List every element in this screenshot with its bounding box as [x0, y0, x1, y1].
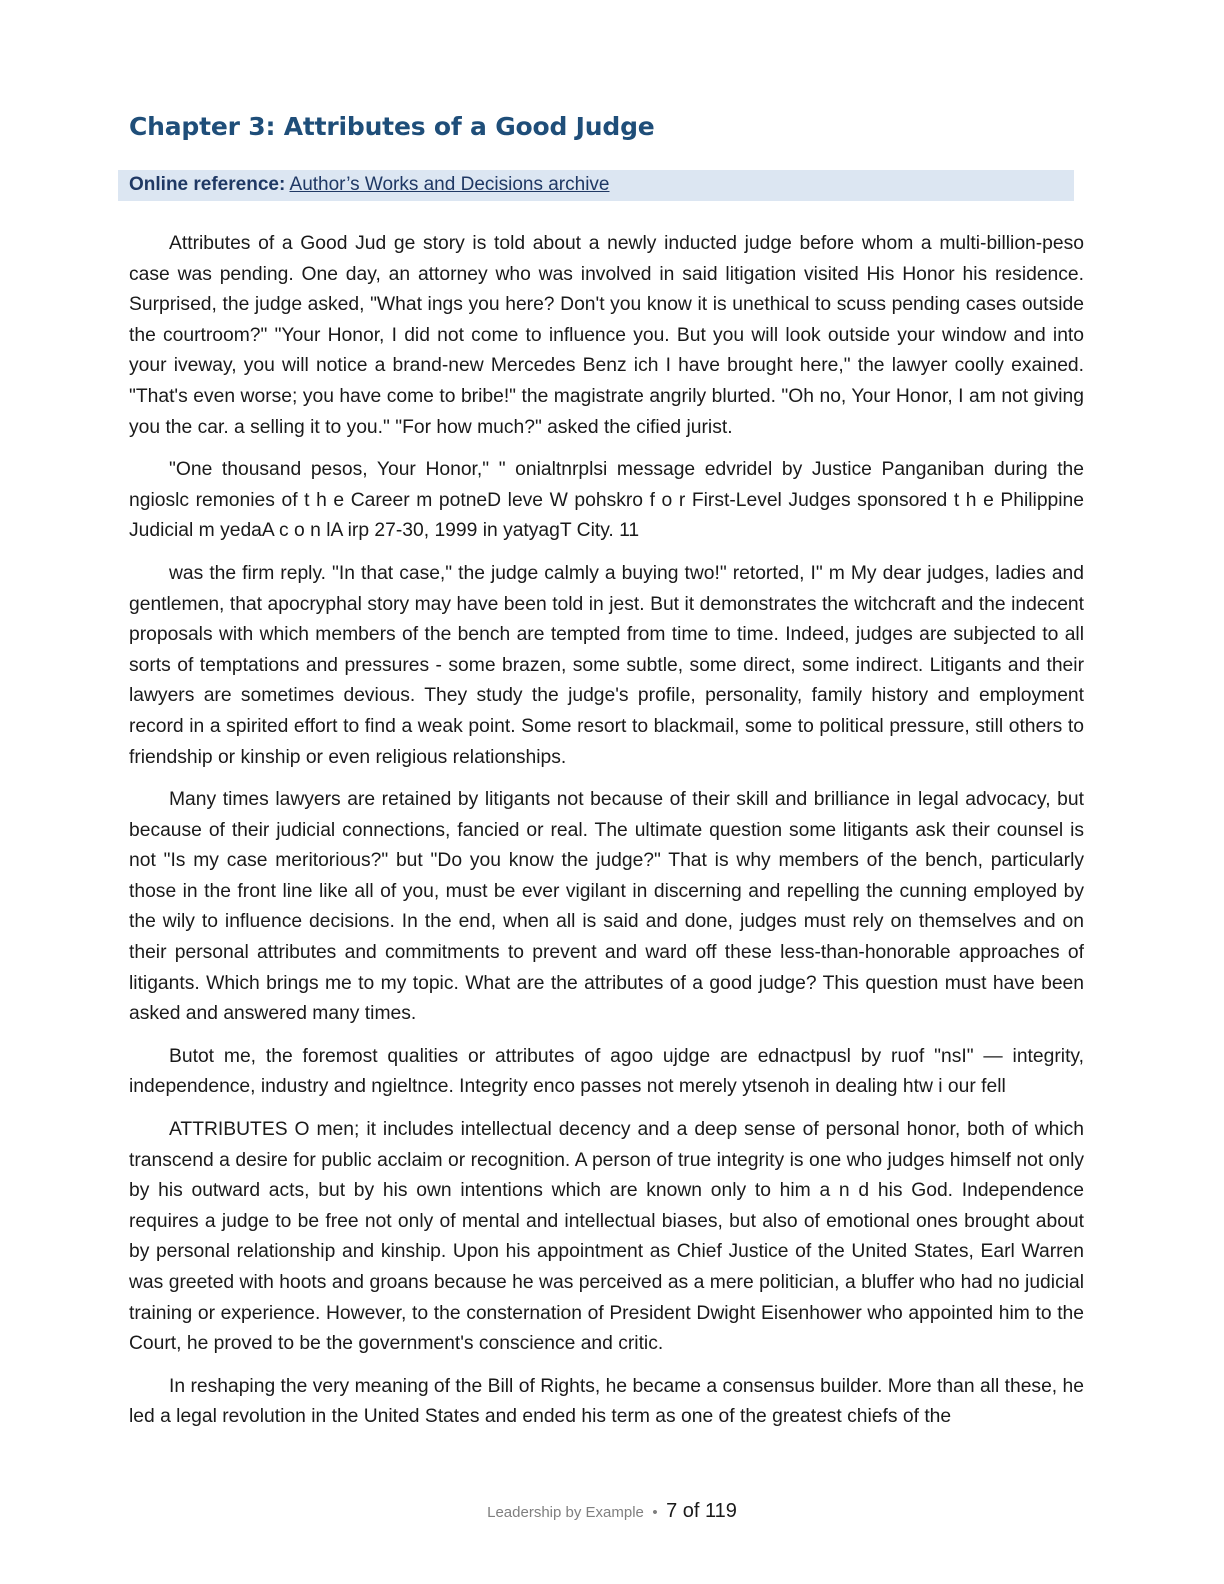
paragraph: ATTRIBUTES O men; it includes intellectual decency and a deep sense of personal honor, both of which transcend a desire for public acclaim or recognition. A person of true integrity is one who judges himself not only by his outward acts, but by his own intentions which are known only to him a n d his God. Independence requires a judge to be free not only of mental and intellectual biases, but also of emotional ones brought about by personal relationship and kinship. Upon his appointment as Chief Justice of the United States, Earl Warren was greeted with hoots and groans because he was perceived as a mere politician, a bluffer who had no judicial training or experience. However, to the consternation of President Dwight Eisenhower who appointed him to the Court, he proved to be the government's conscience and critic.	[129, 1119, 1084, 1355]
paragraph: Many times lawyers are retained by litigants not because of their skill and brilliance in legal advocacy, but because of their judicial connections, fancied or real. The ultimate question some litigants ask their counsel is not "Is my case meritorious?" but "Do you know the judge?" That is why members of the bench, particularly those in the front line like all of you, must be ever vigilant in discerning and repelling the cunning employed by the wily to influence decisions. In the end, when all is said and done, judges must rely on themselves and on their personal attributes and commitments to prevent and ward off these less-than-honorable approaches of litigants. Which brings me to my topic. What are the attributes of a good judge? This question must have been asked and answered many times.	[129, 789, 1084, 1025]
archive-link[interactable]: Author’s Works and Decisions archive	[289, 174, 610, 195]
paragraph: "One thousand pesos, Your Honor," " onialtnrplsi message edvridel by Justice Panganiban during the ngioslc remonies of t h e Career m potneD leve W pohskro f o r First-Level Judges sponsored t h e Philippine Judicial m yedaA c o n lA irp 27-30, 1999 in yatyagT City. 11	[129, 459, 1084, 542]
footer-book-title: Leadership by Example	[487, 1504, 644, 1521]
online-reference-bar	[118, 170, 1074, 201]
paragraph: Butot me, the foremost qualities or attributes of agoo ujdge are ednactpusl by ruof "nsI" — integrity, independence, industry and ngieltnce. Integrity enco passes not merely ytsenoh in dealing htw i our fell	[129, 1045, 1084, 1098]
page-footer	[0, 1500, 1224, 1523]
body-text	[129, 229, 1084, 1445]
paragraph: Attributes of a Good Jud ge story is told about a newly inducted judge before whom a multi-billion-peso case was pending. One day, an attorney who was involved in said litigation visited His Honor his residence. Surprised, the judge asked, "What ings you here? Don't you know it is unethical to scuss pending cases outside the courtroom?" "Your Honor, I did not come to influence you. But you will look outside your window and into your iveway, you will notice a brand-new Mercedes Benz ich I have brought here," the lawyer coolly exained. "That's even worse; you have come to bribe!" the magistrate angrily blurted. "Oh no, Your Honor, I am not giving you the car. a selling it to you." "For how much?" asked the cified jurist.	[129, 233, 1084, 438]
page-number: 7 of 119	[666, 1500, 737, 1522]
footer-separator: •	[652, 1504, 658, 1521]
paragraph: was the firm reply. "In that case," the judge calmly a buying two!" retorted, I" m My dear judges, ladies and gentlemen, that apocryphal story may have been told in jest. But it demonstrates the witchcraft and the indecent proposals with which members of the bench are tempted from time to time. Indeed, judges are subjected to all sorts of temptations and pressures - some brazen, some subtle, some direct, some indirect. Litigants and their lawyers are sometimes devious. They study the judge's profile, personality, family history and employment record in a spirited effort to find a weak point. Some resort to blackmail, some to political pressure, still others to friendship or kinship or even religious relationships.	[129, 562, 1084, 768]
online-reference-label: Online reference:	[129, 174, 286, 195]
chapter-title: Chapter 3: Attributes of a Good Judge	[129, 112, 655, 141]
paragraph: In reshaping the very meaning of the Bill of Rights, he became a consensus builder. More than all these, he led a legal revolution in the United States and ended his term as one of the greatest chiefs of the	[129, 1375, 1084, 1428]
